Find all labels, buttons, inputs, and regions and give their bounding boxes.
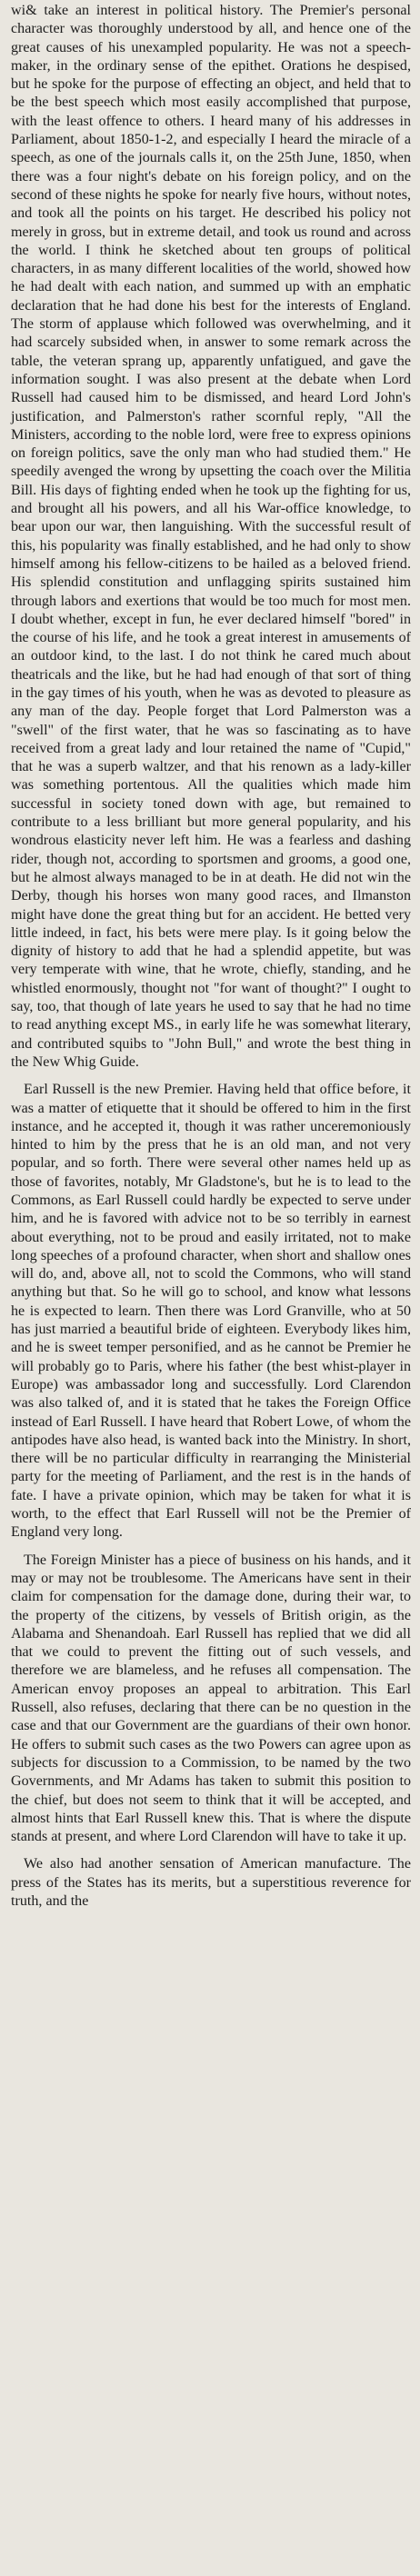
article-paragraph-palmerston: wi& take an interest in political history. The Premier's personal character was thoroughly understood by all, and hence one of the great causes of his unexampled popularity. He was not a speech-maker, in the ordinary sense of the epithet. Orations he despised, but he spoke for the purpose of effecting an object, and held that to be the best speech which most easily accomplished that purpose, with the least offence to others. I heard many of his addresses in Parliament, about 1850-1-2, and especially I heard the miracle of a speech, as one of the journals calls it, on the 25th June, 1850, when there was a four night's debate on his foreign policy, and on the second of these nights he spoke for nearly five hours, without notes, and took all the points on his target. He described his policy not merely in gross, but in extreme detail, and took us round and across the world. I think he sketched about ten groups of political characters, in as many different localities of the world, showed how he had dealt with each nation, and summed up with an emphatic declaration that he had done his best for the interests of England. The storm of applause which followed was overwhelming, and it had scarcely subsided when, in answer to some remark across the table, the veteran sprang up, apparently unfatigued, and gave the information sought. I was also present at the debate when Lord Russell had caused him to be dismissed, and heard Lord John's justification, and Palmerston's rather scornful reply, "All the Ministers, according to the noble lord, were free to express opinions on foreign politics, save the only man who had studied them." He speedily avenged the wrong by upsetting the coach over the Militia Bill. His days of fighting ended when he took up the fighting for us, and brought all his powers, and all his War-office knowledge, to bear upon our war, then languishing. With the successful result of this, his popularity was finally established, and he had only to show himself among his fellow-citizens to be hailed as a beloved friend. His splendid constitution and unflagging spirits sustained him through labors and exertions that would be too much for most men. I doubt whether, except in fun, he ever declared himself "bored" in the course of his life, and he took a great interest in amusements of an outdoor kind, to the last. I do not think he cared much about theatricals and the like, but he had had enough of that sort of thing in the gay times of his youth, when he was as devoted to pleasure as any man of the day. People forget that Lord Palmerston was a "swell" of the first water, that he was so fascinating as to have received from a great lady and lour retained the name of "Cupid," that he was a superb waltzer, and that his renown as a lady-killer was something portentous. All the qualities which made him successful in society toned down with age, but remained to contribute to a less brilliant but more general popularity, and his wondrous elasticity never left him. He was a fearless and dashing rider, though not, according to sportsmen and grooms, a good one, but he almost always managed to be in at death. He did not win the Derby, though his horses won many good races, and Ilmanston might have done the great thing but for an accident. He betted very little indeed, in fact, his bets were mere play. Is it going below the dignity of history to add that he had a splendid appetite, but was very temperate with wine, that he wrote, chiefly, standing, and he whistled enormously, thought not "for want of thought?" I ought to say, too, that though of late years he used to say that he had no time to read anything except MS., in early life he was somewhat literary, and contributed squibs to "John Bull," and wrote the best thing in the New Whig Guide.	[11, 3, 411, 1070]
article-paragraph-american-sensation: We also had another sensation of American manufacture. The press of the States has its merits, but a superstitious reverence for truth, and the	[11, 1856, 411, 1909]
article-paragraph-foreign-minister: The Foreign Minister has a piece of business on his hands, and it may or may not be troublesome. The Americans have sent in their claim for compensation for the damage done, during their war, to the property of the citizens, by vessels of British origin, as the Alabama and Shenandoah. Earl Russell has replied that we did all that we could to prevent the fitting out of such vessels, and therefore we are blameless, and he refuses all compensation. The American envoy proposes an appeal to arbitration. This Earl Russell, also refuses, declaring that there can be no question in the case and that our Government are the guardians of their own honor. He offers to submit such cases as the two Powers can agree upon as subjects for discussion to a Commission, to be named by the two Governments, and Mr Adams has taken to submit this position to the chief, but does not seem to think that it will be accepted, and almost hints that Earl Russell knew this. That is where the dispute stands at present, and where Lord Clarendon will have to take it up.	[11, 1552, 411, 1845]
article-paragraph-russell-premier: Earl Russell is the new Premier. Having held that office before, it was a matter of etiquette that it should be offered to him in the first instance, and he accepted it, though it was rather unceremoniously hinted to him by the press that he is an old man, and not very popular, and so forth. There were several other names held up as those of favorites, notably, Mr Gladstone's, but he is to lead to the Commons, as Earl Russell could hardly be expected to serve under him, and he is favored with advice not to be so terribly in earnest about everything, not to be proud and easily irritated, not to make long speeches of a profound character, when short and shallow ones will do, and, above all, not to scold the Commons, who will stand anything but that. So he will go to school, and know what lessons he is expected to learn. Then there was Lord Granville, who at 50 has just married a beautiful bride of eighteen. Everybody likes him, and he is sweet temper personified, and as he cannot be Premier he will probably go to Paris, where his father (the best whist-player in Europe) was ambassador long and successfully. Lord Clarendon was also talked of, and it is stated that he takes the Foreign Office instead of Earl Russell. I have heard that Robert Lowe, of whom the antipodes have also head, is wanted back into the Ministry. In short, there will be no particular difficulty in rearranging the Ministerial party for the meeting of Parliament, and the rest is in the hands of fate. I have a private opinion, which may be taken for what it is worth, to the effect that Earl Russell will not be the Premier of England very long.	[11, 1082, 411, 1541]
